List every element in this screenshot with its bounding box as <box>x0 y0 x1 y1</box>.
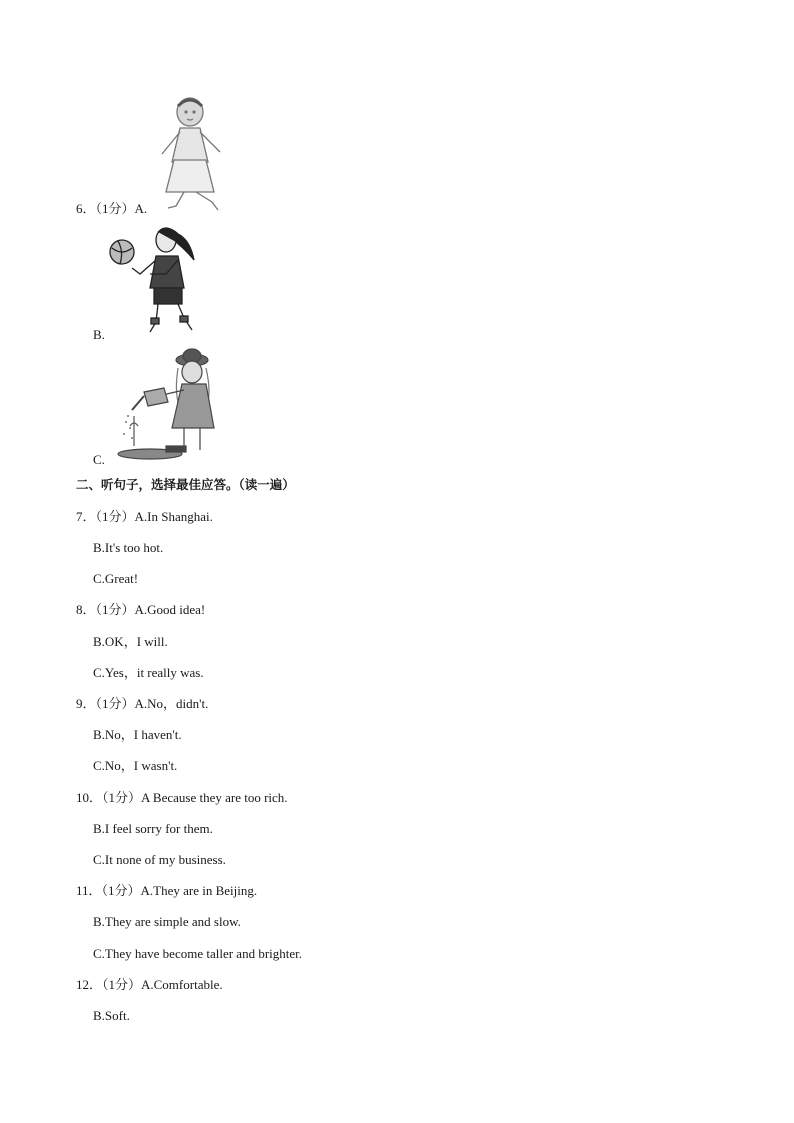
section-2-heading: 二、听句子，选择最佳应答。（读一遍） <box>76 477 295 492</box>
question-12-option-b: B.Soft. <box>93 1008 130 1023</box>
question-6-option-c: C. <box>93 452 105 467</box>
question-6-option-b: B. <box>93 327 105 342</box>
question-7-label: 7．（1分）A.In Shanghai. <box>76 509 213 524</box>
question-7-option-b: B.It's too hot. <box>93 540 164 555</box>
question-9-label: 9．（1分）A.No，didn't. <box>76 696 209 711</box>
question-11-label: 11．（1分）A.They are in Beijing. <box>76 883 258 898</box>
question-10-option-b: B.I feel sorry for them. <box>93 821 213 836</box>
question-8-option-c: C.Yes，it really was. <box>93 665 204 680</box>
question-10-label: 10．（1分）A Because they are too rich. <box>76 790 288 805</box>
question-9-option-b: B.No，I haven't. <box>93 727 182 742</box>
question-11-option-c: C.They have become taller and brighter. <box>93 946 303 961</box>
girl-volleyball-illustration <box>106 222 206 338</box>
question-12-label: 12．（1分）A.Comfortable. <box>76 977 223 992</box>
girl-watering-plant-illustration <box>114 346 222 464</box>
question-11-option-b: B.They are simple and slow. <box>93 914 241 929</box>
question-8-label: 8．（1分）A.Good idea! <box>76 602 206 617</box>
question-9-option-c: C.No，I wasn't. <box>93 758 178 773</box>
question-7-option-c: C.Great! <box>93 571 139 586</box>
question-10-option-c: C.It none of my business. <box>93 852 226 867</box>
girl-walking-illustration <box>150 92 230 214</box>
question-6-label: 6．（1分）A. <box>76 201 148 216</box>
question-8-option-b: B.OK，I will. <box>93 634 168 649</box>
